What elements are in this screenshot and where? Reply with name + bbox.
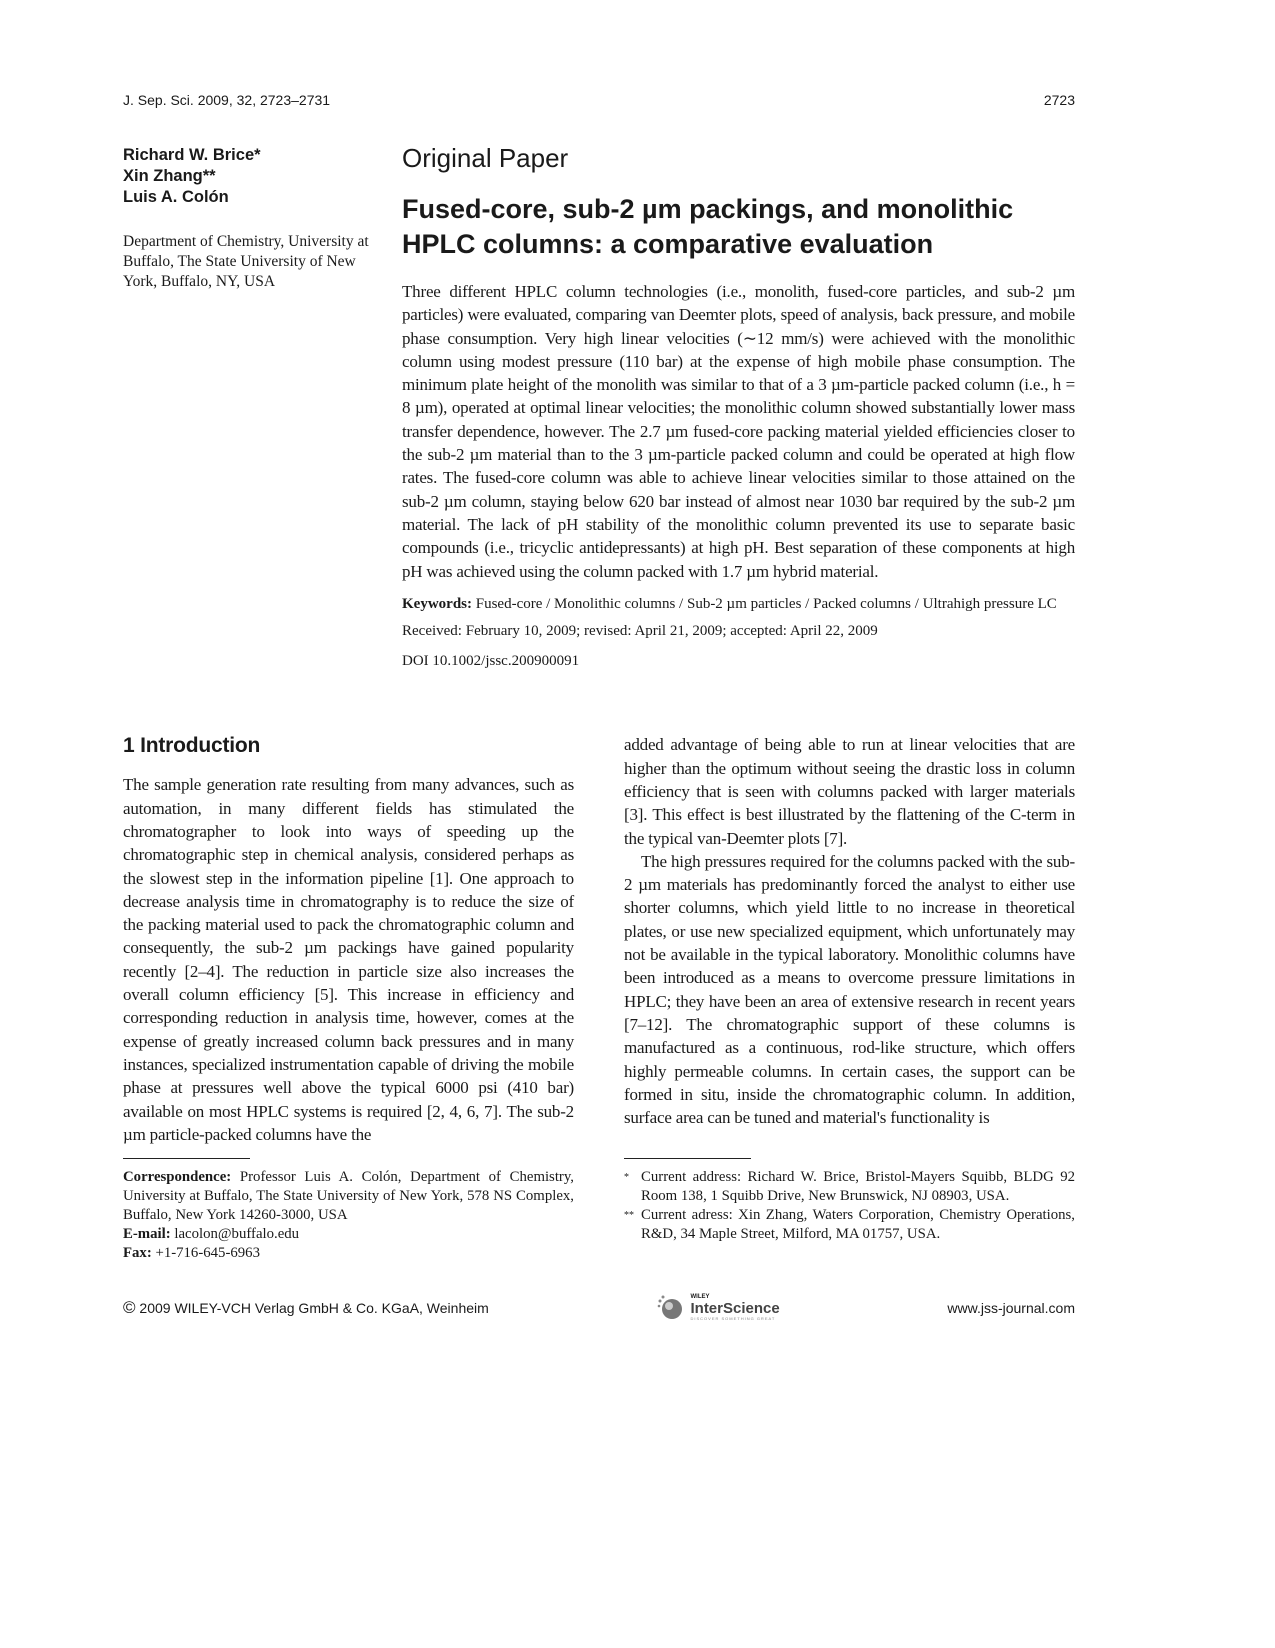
footnote [624, 1206, 1075, 1244]
footnote-mark: * [624, 1172, 629, 1184]
footnote [624, 1168, 1075, 1206]
keywords-label: Keywords: [402, 595, 472, 612]
keywords [402, 595, 1075, 615]
footnotes [624, 1168, 1075, 1244]
globe-icon [656, 1293, 686, 1323]
paper-title: Fused-core, sub-2 µm packings, and monolithic HPLC columns: a comparative evaluation [402, 194, 1014, 259]
copyright [123, 1298, 489, 1318]
correspondence-label: Correspondence: [123, 1169, 232, 1186]
received-dates: Received: February 10, 2009; revised: April 21, 2009; accepted: April 22, 2009 [402, 623, 878, 640]
logo-main: InterScience [690, 1299, 780, 1317]
doi: DOI 10.1002/jssc.200900091 [402, 653, 580, 670]
fax-number: +1-716-645-6963 [155, 1245, 260, 1262]
intro-right-column [624, 733, 1075, 1146]
wiley-interscience-logo [656, 1293, 779, 1323]
footnote-area-left [123, 1158, 574, 1263]
running-head: J. Sep. Sci. 2009, 32, 2723–2731 [123, 92, 331, 108]
introduction-section [123, 733, 1075, 1263]
correspondence [123, 1168, 574, 1263]
page-footer [123, 1293, 1075, 1323]
fax-label: Fax: [123, 1245, 152, 1262]
journal-url[interactable]: www.jss-journal.com [947, 1300, 1075, 1317]
footnote-mark: ** [624, 1210, 634, 1222]
page-number: 2723 [1043, 92, 1075, 108]
footnote-divider [123, 1158, 250, 1159]
footnote-text: Current adress: Xin Zhang, Waters Corporation, Chemistry Operations, R&D, 34 Maple Street, Milford, MA 01757, USA. [641, 1207, 1075, 1243]
title-block [123, 142, 1075, 671]
email-label: E-mail: [123, 1226, 171, 1243]
copyright-text: 2009 WILEY-VCH Verlag GmbH & Co. KGaA, Weinheim [139, 1300, 489, 1317]
logo-tagline: DISCOVER SOMETHING GREAT [690, 1316, 776, 1322]
section-heading: 1 Introduction [123, 734, 261, 758]
author: Richard W. Brice* [123, 146, 261, 164]
page-header [123, 91, 1075, 109]
footnote-area-right [624, 1158, 1075, 1263]
correspondence-text: Professor Luis A. Colón, Department of Chemistry, University at Buffalo, The State University of New York, 578 NS Complex, Buffalo, New York 14260-3000, USA [123, 1169, 574, 1224]
paragraph: The sample generation rate resulting from many advances, such as automation, in many different fields has stimulated the chromatographer to look into ways of speeding up the chromatographic step in chemical analysis, considered perhaps as the slowest step in the information pipeline [1]. One approach to decrease analysis time in chromatography is to reduce the size of the packing material used to pack the chromatographic column and consequently, the sub-2 µm packings have gained popularity recently [2–4]. The reduction in particle size also increases the overall column efficiency [5]. This increase in efficiency and corresponding reduction in analysis time, however, comes at the expense of greatly increased column back pressures and in many instances, specialized instrumentation capable of driving the mobile phase at pressures well above the typical 6000 psi (410 bar) available on most HPLC systems is required [2, 4, 6, 7]. The sub-2 µm particle-packed columns have the [123, 775, 574, 1144]
intro-left-column [123, 733, 574, 1146]
abstract: Three different HPLC column technologies (i.e., monolith, fused-core particles, and sub-2 µm particles) were evaluated, comparing van Deemter plots, speed of analysis, back pressure, and mobile phase consumption. Very high linear velocities (∼12 mm/s) were achieved with the monolithic column using modest pressure (110 bar) at the expense of high mobile phase consumption. The minimum plate height of the monolith was similar to that of a 3 µm-particle packed column (i.e., h = 8 µm), operated at optimal linear velocities; the monolithic column showed substantially lower mass transfer dependence, however. The 2.7 µm fused-core packing material yielded efficiencies closer to the sub-2 µm material than to the 3 µm-particle packed column and could be operated at high flow rates. The fused-core column was able to achieve linear velocities similar to those attained on the sub-2 µm column, staying below 620 bar instead of almost near 1030 bar required by the sub-2 µm material. The lack of pH stability of the monolithic column prevented its use to separate basic compounds (i.e., tricyclic antidepressants) at high pH. Best separation of these components at high pH was achieved using the column packed with 1.7 µm hybrid material. [402, 282, 1075, 581]
copyright-icon: © [123, 1298, 136, 1318]
affiliation: Department of Chemistry, University at Buffalo, The State University of New York, Buffalo, NY, USA [123, 233, 369, 290]
author-list [123, 142, 402, 208]
keywords-text: Fused-core / Monolithic columns / Sub-2 µm particles / Packed columns / Ultrahigh pressure LC [475, 595, 1057, 612]
logo-top: WILEY [690, 1294, 710, 1301]
paragraph: added advantage of being able to run at linear velocities that are higher than the optimum without seeing the drastic loss in column efficiency that is seen with columns packed with larger materials [3]. This effect is best illustrated by the flattening of the C-term in the typical van-Deemter plots [7]. [624, 735, 1075, 848]
article-main [402, 142, 1075, 671]
paragraph: The high pressures required for the columns packed with the sub-2 µm materials has predominantly forced the analyst to either use shorter columns, which yield little to no increase in theoretical plates, or use new specialized equipment, which unfortunately may not be available in the typical laboratory. Monolithic columns have been introduced as a means to overcome pressure limitations in HPLC; they have been an area of extensive research in recent years [7–12]. The chromatographic support of these columns is manufactured as a continuous, rod-like structure, which offers highly permeable columns. In certain cases, the support can be formed in situ, inside the chromatographic column. In addition, surface area can be tuned and material's functionality is [624, 851, 1075, 1128]
article-type: Original Paper [402, 143, 569, 173]
email-link[interactable]: lacolon@buffalo.edu [174, 1226, 300, 1243]
author-sidebar [123, 142, 402, 671]
author: Xin Zhang** [123, 167, 216, 185]
footnote-divider [624, 1158, 751, 1159]
footnote-text: Current address: Richard W. Brice, Bristol-Mayers Squibb, BLDG 92 Room 138, 1 Squibb Drive, New Brunswick, NJ 08903, USA. [641, 1169, 1075, 1205]
author: Luis A. Colón [123, 188, 229, 206]
